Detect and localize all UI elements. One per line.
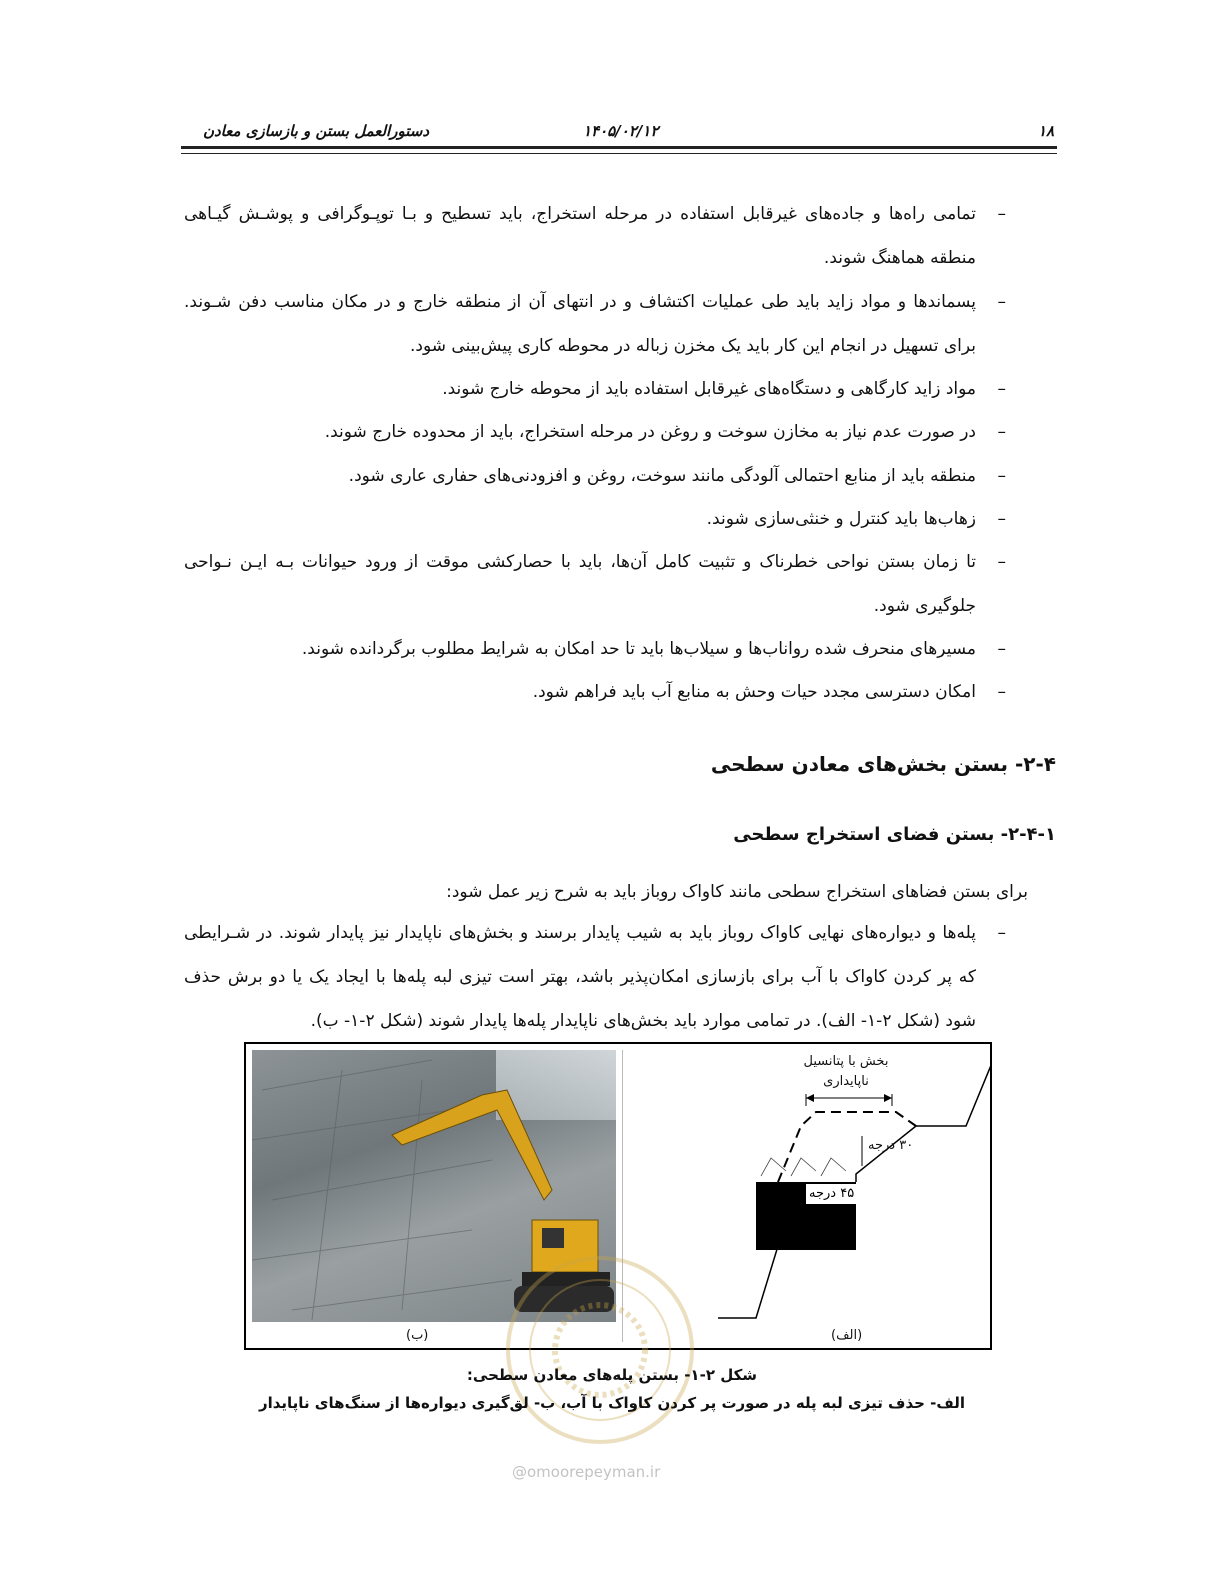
list-item-text: تا زمان بستن نواحی خطرناک و تثبیت کامل آن‌ها، باید با حصارکشی موقت از ورود حیوانات بـه ایـن نـواحی جلوگیری شود. [184, 552, 976, 616]
bullet-dash: – [997, 509, 1006, 529]
header-title: دستورالعمل بستن و بازسازی معادن [202, 122, 429, 140]
list-item [184, 627, 1006, 671]
list-item-text: در صورت عدم نیاز به مخازن سوخت و روغن در مرحله استخراج، باید از محدوده خارج شوند. [324, 422, 976, 442]
list-item [184, 911, 1006, 1043]
label-unstable-zone: بخش با پتانسیل ناپایداری [803, 1054, 889, 1089]
site-watermark: @omoorepeyman.ir [512, 1463, 661, 1481]
bullet-dash: – [997, 292, 1006, 312]
seal-watermark [500, 1250, 700, 1450]
figure-caption-detail: الف- حذف تیزی لبه پله در صورت پر کردن کاواک با آب، ب- لق‌گیری دیواره‌ها از سنگ‌های ناپایدار [258, 1394, 966, 1412]
label-30-degrees: ۳۰ درجه [868, 1138, 914, 1153]
list-item [184, 280, 1006, 368]
list-item-text: پسماندها و مواد زاید باید طی عملیات اکتشاف و در انتهای آن از منطقه خارج و در مکان مناسب دفن شـوند. برای تسهیل در انجام این کار باید یک مخزن زباله در محوطه کاری پیش‌بینی شود. [184, 292, 976, 356]
list-item-text: مواد زاید کارگاهی و دستگاه‌های غیرقابل استفاده باید از محوطه خارج شوند. [442, 379, 976, 399]
subsection-heading: ۲-۴-۱- بستن فضای استخراج سطحی [733, 824, 1056, 845]
list-item-text: امکان دسترسی مجدد حیات وحش به منابع آب باید فراهم شود. [532, 682, 976, 702]
list-item-text: مسیرهای منحرف شده رواناب‌ها و سیلاب‌ها باید تا حد امکان به شرایط مطلوب برگردانده شوند. [301, 639, 976, 659]
list-item [184, 410, 1006, 454]
subcaption-a: (الف) [831, 1328, 863, 1343]
bullet-dash: – [997, 923, 1006, 943]
subcaption-b: (ب) [406, 1328, 429, 1343]
list-item [184, 454, 1006, 498]
list-item [184, 670, 1006, 714]
section-heading: ۲-۴- بستن بخش‌های معادن سطحی [710, 752, 1056, 776]
intro-paragraph: برای بستن فضاهای استخراج سطحی مانند کاواک روباز باید به شرح زیر عمل شود: [446, 882, 1028, 902]
header-date: ۱۴۰۵/۰۲/۱۲ [583, 122, 659, 140]
bullet-dash: – [997, 466, 1006, 486]
list-item [184, 192, 1006, 280]
list-item [184, 497, 1006, 541]
list-item-text: تمامی راه‌ها و جاده‌های غیرقابل استفاده در مرحله استخراج، باید تسطیح و بـا توپـوگرافی و پوشـش گیـاهی منطقه هماهنگ شوند. [184, 204, 976, 268]
figure-caption-title: شکل ۲-۱- بستن پله‌های معادن سطحی: [466, 1366, 758, 1384]
list-item [184, 367, 1006, 411]
bullet-dash: – [997, 204, 1006, 224]
page-number: ۱۸ [1038, 122, 1055, 140]
bullet-dash: – [997, 639, 1006, 659]
list-item-text: پله‌ها و دیواره‌های نهایی کاواک روباز باید به شیب پایدار برسند و بخش‌های ناپایدار نیز پایدار شوند. در شـرایطی که پر کردن کاواک با آب برای بازسازی امکان‌پذیر باشد، بهتر است تیزی لبه پله‌ها با ایجاد یک یا دو برش حذف شود (شکل ۲-۱- الف). در تمامی موارد باید بخش‌های ناپایدار پله‌ها پایدار شوند (شکل ۲-۱- ب). [184, 923, 976, 1031]
list-item-text: زهاب‌ها باید کنترل و خنثی‌سازی شوند. [706, 509, 976, 529]
bullet-dash: – [997, 552, 1006, 572]
bullet-dash: – [997, 682, 1006, 702]
header-rule-thin [181, 153, 1057, 154]
list-item-text: منطقه باید از منابع احتمالی آلودگی مانند سوخت، روغن و افزودنی‌های حفاری عاری شود. [348, 466, 976, 486]
header-rule-thick [181, 146, 1057, 149]
list-item [184, 540, 1006, 628]
label-45-degrees: ۴۵ درجه [806, 1184, 857, 1204]
bullet-dash: – [997, 422, 1006, 442]
bullet-dash: – [997, 379, 1006, 399]
